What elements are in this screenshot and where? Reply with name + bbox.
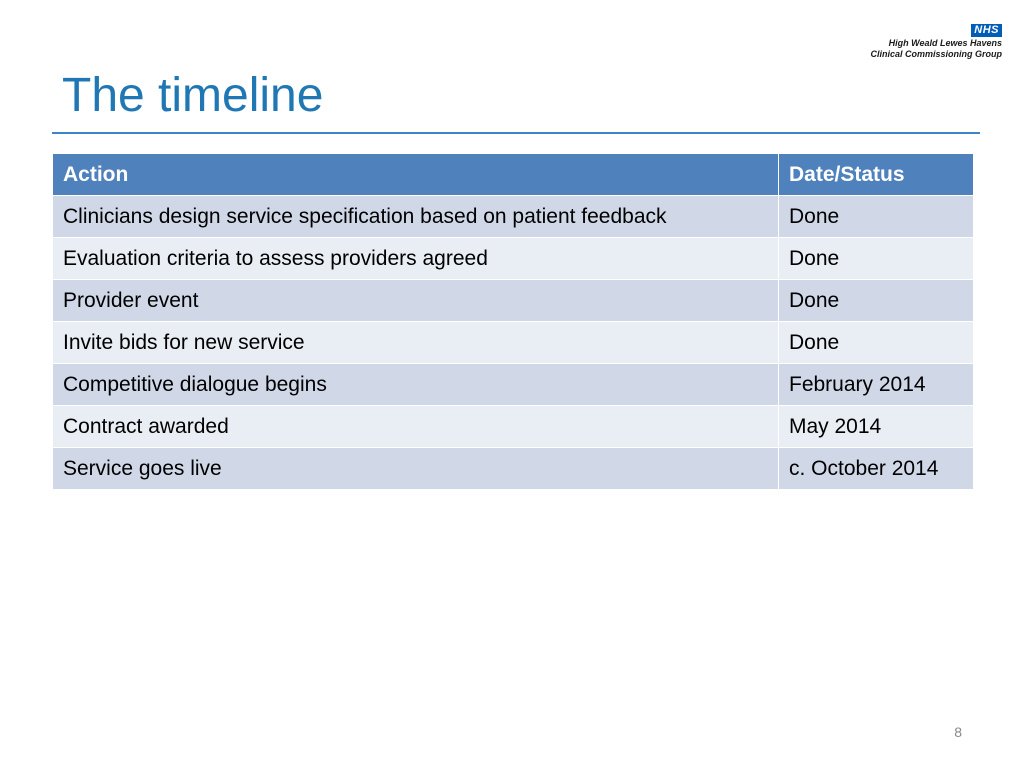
- status-cell: May 2014: [779, 406, 974, 448]
- logo-org-name: High Weald Lewes Havens: [888, 38, 1002, 48]
- status-cell: Done: [779, 280, 974, 322]
- action-cell: Evaluation criteria to assess providers agreed: [53, 238, 779, 280]
- table-row: [53, 196, 974, 238]
- nhs-badge: NHS: [971, 24, 1002, 37]
- table-row: [53, 364, 974, 406]
- table-row: [53, 280, 974, 322]
- nhs-logo: [870, 20, 1002, 60]
- status-cell: February 2014: [779, 364, 974, 406]
- status-cell: Done: [779, 238, 974, 280]
- action-cell: Provider event: [53, 280, 779, 322]
- timeline-table: [52, 153, 974, 490]
- header-action: Action: [53, 154, 779, 196]
- action-cell: Clinicians design service specification based on patient feedback: [53, 196, 779, 238]
- table-header-row: [53, 154, 974, 196]
- table-row: [53, 448, 974, 490]
- action-cell: Contract awarded: [53, 406, 779, 448]
- table-row: [53, 322, 974, 364]
- action-cell: Competitive dialogue begins: [53, 364, 779, 406]
- title-divider: [52, 132, 980, 134]
- table-row: [53, 406, 974, 448]
- page-number: 8: [954, 724, 962, 740]
- header-date-status: Date/Status: [779, 154, 974, 196]
- action-cell: Invite bids for new service: [53, 322, 779, 364]
- slide-title: The timeline: [62, 69, 324, 122]
- status-cell: Done: [779, 196, 974, 238]
- status-cell: c. October 2014: [779, 448, 974, 490]
- action-cell: Service goes live: [53, 448, 779, 490]
- status-cell: Done: [779, 322, 974, 364]
- logo-org-type: Clinical Commissioning Group: [870, 49, 1002, 59]
- table-row: [53, 238, 974, 280]
